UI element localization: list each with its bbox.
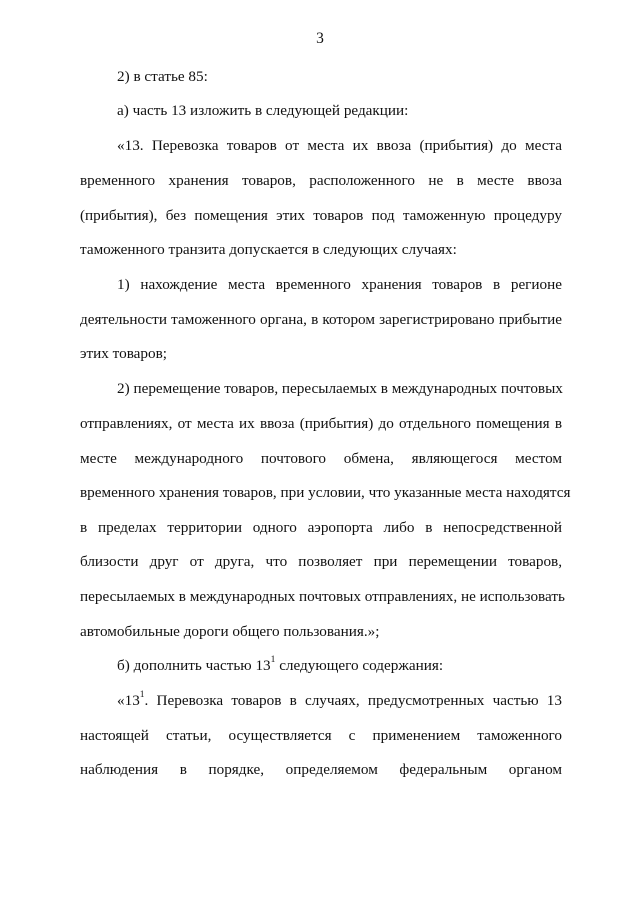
paragraph-line: отправлениях, от места их ввоза (прибытия) до отдельного помещения в: [80, 415, 562, 432]
paragraph-line: близости друг от друга, что позволяет при перемещении товаров,: [80, 553, 562, 570]
line-text: б) дополнить частью 13: [117, 657, 271, 674]
paragraph-line: пересылаемых в международных почтовых отправлениях, не использовать: [80, 588, 565, 605]
paragraph-line: «13. Перевозка товаров от места их ввоза (прибытия) до места: [117, 137, 562, 154]
paragraph-line: [117, 691, 562, 711]
paragraph-line: в пределах территории одного аэропорта либо в непосредственной: [80, 519, 562, 536]
line-text: следующего содержания:: [275, 657, 444, 674]
paragraph-line: таможенного транзита допускается в следующих случаях:: [80, 241, 457, 258]
paragraph-line: 2) перемещение товаров, пересылаемых в международных почтовых: [117, 380, 563, 397]
paragraph-line: временного хранения товаров, расположенного не в месте ввоза: [80, 172, 562, 189]
paragraph-line: наблюдения в порядке, определяемом федеральным органом: [80, 761, 562, 778]
paragraph-line: (прибытия), без помещения этих товаров под таможенную процедуру: [80, 207, 562, 224]
paragraph-line: автомобильные дороги общего пользования.»;: [80, 623, 380, 640]
paragraph-line: временного хранения товаров, при условии, что указанные места находятся: [80, 484, 571, 501]
paragraph-line: месте международного почтового обмена, являющегося местом: [80, 450, 562, 467]
superscript: 1: [270, 654, 276, 665]
line-text: «13: [117, 692, 140, 709]
paragraph-line: [117, 656, 562, 676]
superscript: 1: [139, 689, 145, 700]
paragraph-line: настоящей статьи, осуществляется с применением таможенного: [80, 727, 562, 744]
paragraph-line: 1) нахождение места временного хранения товаров в регионе: [117, 276, 562, 293]
page-number: 3: [316, 30, 324, 47]
line-text: . Перевозка товаров в случаях, предусмотренных частью 13: [144, 692, 562, 709]
paragraph-line: а) часть 13 изложить в следующей редакции:: [117, 102, 409, 119]
paragraph-line: этих товаров;: [80, 345, 167, 362]
paragraph-line: 2) в статье 85:: [117, 68, 208, 85]
paragraph-line: деятельности таможенного органа, в котором зарегистрировано прибытие: [80, 311, 562, 328]
